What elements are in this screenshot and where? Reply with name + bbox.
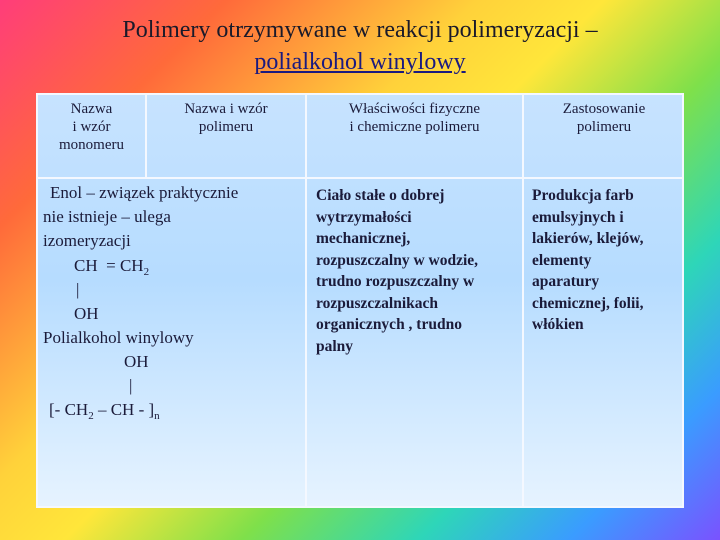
uses-line: chemicznej, folii, <box>532 294 644 312</box>
properties-line: Ciało stałe o dobrej <box>316 187 445 204</box>
properties-line: palny <box>316 337 354 355</box>
properties-line: trudno rozpuszczalny w <box>316 273 475 290</box>
polymer-formula-subscript: n <box>154 410 160 422</box>
header-properties <box>307 100 522 136</box>
header-uses-line: Zastosowanie <box>562 101 646 117</box>
uses-cell <box>532 185 684 336</box>
properties-line: mechanicznej, <box>316 230 411 247</box>
bond-line: | <box>76 280 80 299</box>
properties-cell <box>316 185 522 357</box>
header-monomer-line: i wzór <box>72 119 111 135</box>
slide-title <box>0 14 720 78</box>
polymer-formula-part: [- CH <box>49 400 89 419</box>
header-polymer <box>147 100 305 136</box>
properties-line: organicznych , trudno <box>316 316 462 333</box>
column-divider <box>305 95 307 506</box>
header-polymer-line: Nazwa i wzór <box>184 101 268 117</box>
polymer-table <box>36 93 684 508</box>
hydroxyl-group: OH <box>124 352 149 371</box>
header-polymer-line: polimeru <box>198 119 254 135</box>
polymer-formula-part: – CH - ] <box>93 400 155 419</box>
properties-line: wytrzymałości <box>316 208 412 226</box>
header-monomer-line: monomeru <box>59 137 124 153</box>
hydroxyl-group: OH <box>74 304 99 323</box>
enol-description: izomeryzacji <box>43 231 131 250</box>
uses-line: elementy <box>532 251 592 269</box>
header-properties-line: Właściwości fizyczne <box>348 101 481 117</box>
polymer-name: Polialkohol winylowy <box>43 328 194 347</box>
uses-line: emulsyjnych i <box>532 208 624 226</box>
uses-line: aparatury <box>532 273 600 290</box>
column-divider <box>522 95 524 506</box>
enol-description: nie istnieje – ulega <box>43 207 171 226</box>
uses-line: lakierów, klejów, <box>532 230 644 247</box>
header-uses <box>524 100 684 136</box>
monomer-formula-main: CH = CH <box>74 256 144 275</box>
properties-line: rozpuszczalnikach <box>316 294 438 312</box>
header-monomer-line: Nazwa <box>70 101 113 117</box>
uses-line: włókien <box>532 316 584 333</box>
polymer-formula <box>49 398 160 422</box>
monomer-polymer-cell <box>38 179 305 506</box>
polymer-formula-subscript: 2 <box>88 410 94 422</box>
properties-line: rozpuszczalny w wodzie, <box>316 251 479 269</box>
title-line-1: Polimery otrzymywane w reakcji polimeryzacji – <box>122 17 598 43</box>
uses-line: Produkcja farb <box>532 187 634 204</box>
header-properties-line: i chemiczne polimeru <box>349 119 480 135</box>
header-monomer <box>38 100 145 154</box>
monomer-formula-subscript: 2 <box>143 266 150 278</box>
header-uses-line: polimeru <box>576 119 632 135</box>
monomer-formula <box>74 254 149 278</box>
bond-line: | <box>129 376 133 395</box>
enol-description: Enol – związek praktycznie <box>50 183 239 202</box>
title-line-2: polialkohol winylowy <box>254 49 466 75</box>
